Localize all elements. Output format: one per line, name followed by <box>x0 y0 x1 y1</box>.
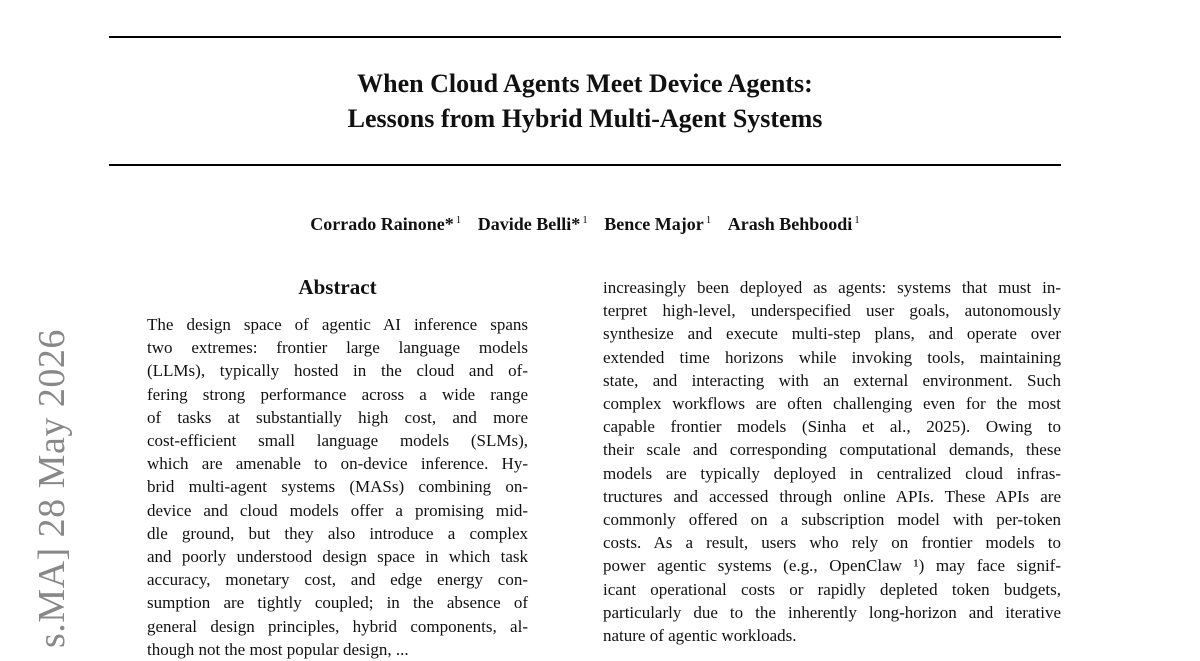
top-rule <box>109 36 1061 38</box>
author-name: Arash Behboodi <box>727 214 853 234</box>
abstract-line: fering strong performance across a wide range <box>147 384 528 404</box>
intro-line: particularly due to the inherently long-horizon and iterative <box>603 602 1061 622</box>
intro-line: increasingly been deployed as agents: systems that must in- <box>603 278 1061 297</box>
author-list <box>109 208 1061 236</box>
abstract-body <box>147 313 528 661</box>
paper-title <box>109 66 1061 136</box>
intro-line: state, and interacting with an external environment. Such <box>603 370 1061 390</box>
intro-line: synthesize and execute multi-step plans, and operate over <box>603 324 1061 344</box>
author-name: Davide Belli* <box>477 214 581 234</box>
bottom-rule <box>109 164 1061 166</box>
abstract-line: The design space of agentic AI inference spans <box>147 315 528 334</box>
author-4 <box>728 214 860 234</box>
author-name: Bence Major <box>604 214 704 234</box>
intro-line: nature of agentic workloads. <box>603 626 797 646</box>
abstract-line: though not the most popular design, ... <box>147 639 409 659</box>
author-name: Corrado Rainone* <box>310 214 454 234</box>
intro-line: icant operational costs or rapidly depleted token budgets, <box>603 579 1061 599</box>
abstract-line: which are amenable to on-device inference. Hy- <box>147 454 528 474</box>
abstract-line: dle ground, but they also introduce a complex <box>147 523 528 543</box>
intro-line: tructures and accessed through online APIs. These APIs are <box>603 486 1061 506</box>
intro-line: power agentic systems (e.g., OpenClaw ¹) may face signif- <box>603 556 1061 576</box>
abstract-line: sumption are tightly coupled; in the absence of <box>147 593 528 613</box>
author-affiliation: 1 <box>705 214 712 226</box>
intro-line: their scale and corresponding computational demands, these <box>603 440 1061 460</box>
abstract-line: of tasks at substantially high cost, and more <box>147 407 528 427</box>
intro-line: commonly offered on a subscription model with per-token <box>603 510 1061 530</box>
abstract-heading: Abstract <box>298 275 377 299</box>
author-3 <box>604 214 711 234</box>
abstract-line: cost-efficient small language models (SLMs), <box>147 431 528 451</box>
abstract-line: two extremes: frontier large language models <box>147 338 528 358</box>
intro-line: models are typically deployed in centralized cloud infras- <box>603 463 1061 483</box>
intro-line: complex workflows are often challenging even for the most <box>603 394 1061 414</box>
intro-line: terpret high-level, underspecified user goals, autonomously <box>603 301 1061 321</box>
abstract-line: general design principles, hybrid components, al- <box>147 616 528 636</box>
abstract-line: accuracy, monetary cost, and edge energy con- <box>147 570 528 590</box>
author-affiliation: 1 <box>582 214 588 226</box>
title-line-1: When Cloud Agents Meet Device Agents: <box>357 69 813 98</box>
author-2 <box>478 214 588 234</box>
introduction-body <box>603 276 1061 647</box>
author-1 <box>310 214 461 234</box>
abstract-line: and poorly understood design space in which task <box>147 547 528 567</box>
arxiv-stamp: s.MA] 28 May 2026 <box>31 329 73 648</box>
author-affiliation: 1 <box>455 214 462 226</box>
intro-line: capable frontier models (Sinha et al., 2025). Owing to <box>603 417 1061 437</box>
intro-line: extended time horizons while invoking tools, maintaining <box>603 347 1061 367</box>
abstract-line: brid multi-agent systems (MASs) combining on- <box>147 477 528 497</box>
intro-line: costs. As a result, users who rely on frontier models to <box>603 533 1061 553</box>
author-affiliation: 1 <box>854 214 860 226</box>
abstract-line: device and cloud models offer a promising mid- <box>147 500 528 520</box>
title-line-2: Lessons from Hybrid Multi-Agent Systems <box>347 104 823 133</box>
abstract-line: (LLMs), typically hosted in the cloud and of- <box>147 361 528 381</box>
